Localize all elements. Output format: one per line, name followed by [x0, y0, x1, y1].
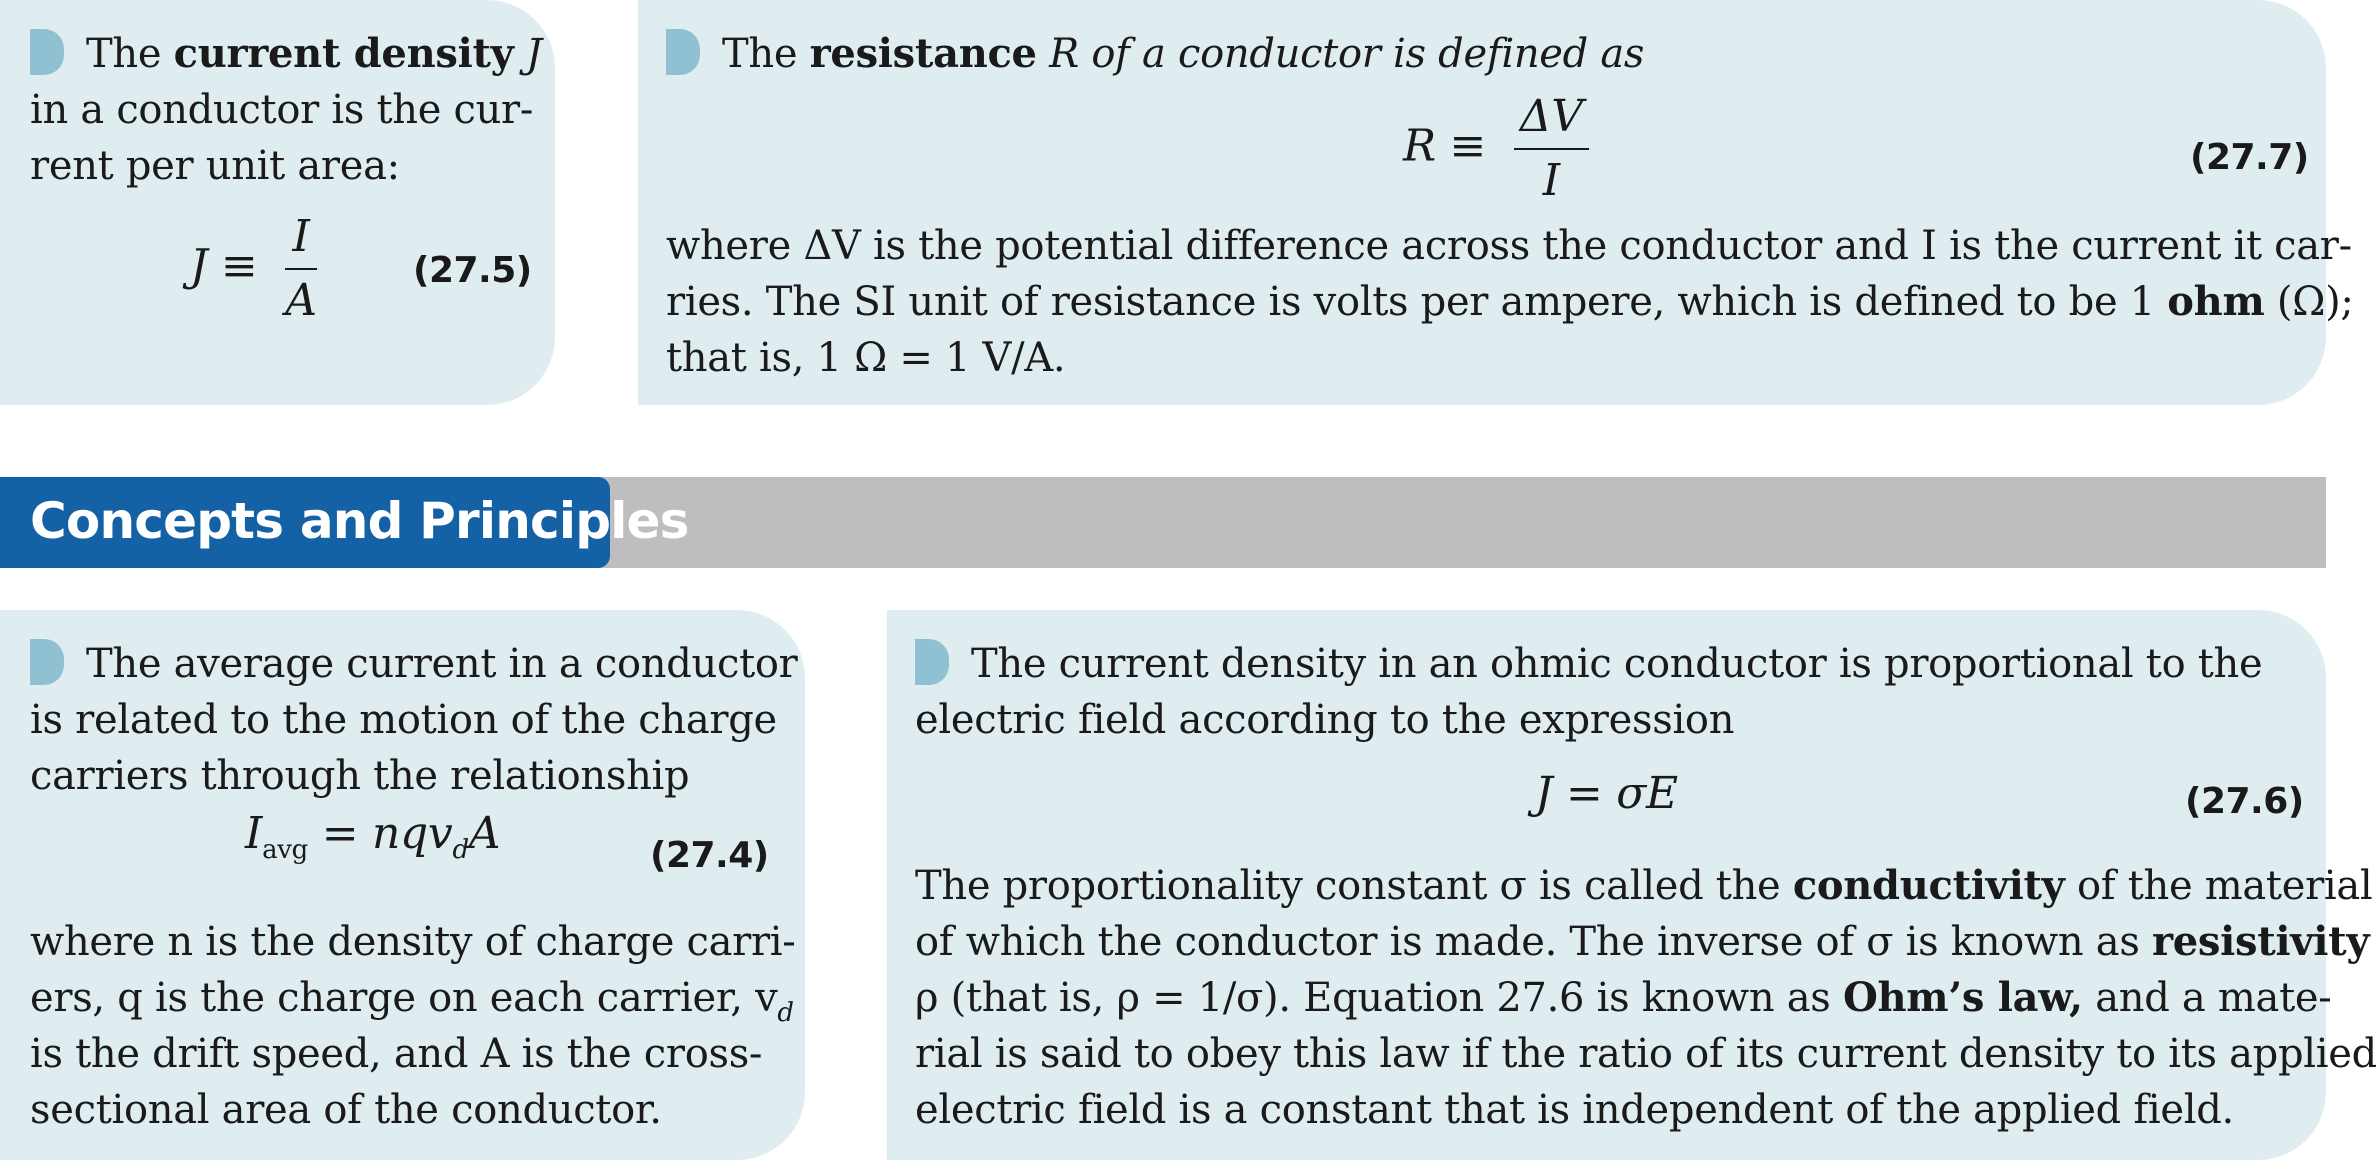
equation-27-4: $I_{avg} = nqv_dA$	[245, 808, 501, 865]
average-current-line6: is the drift speed, and A is the cross-	[30, 1031, 763, 1077]
average-current-line2: is related to the motion of the charge	[30, 697, 777, 743]
section-heading: Concepts and Principles	[30, 492, 689, 550]
resistance-line1: The resistance R of a conductor is defined as	[666, 26, 1644, 82]
equation-number-27-5: (27.5)	[413, 250, 532, 291]
section-marker-icon	[666, 29, 700, 75]
ohms-law-line4: of which the conductor is made. The inverse of σ is known as resistivity	[915, 918, 2370, 965]
average-current-line5: ers, q is the charge on each carrier, $v_d$	[30, 975, 794, 1028]
resistance-line2: where ΔV is the potential difference across the conductor and I is the current it car-	[666, 223, 2352, 269]
term-resistance: resistance	[809, 30, 1037, 77]
term-current-density: current density	[173, 30, 514, 77]
section-marker-icon	[30, 29, 64, 75]
equation-number-27-7: (27.7)	[2190, 137, 2309, 178]
average-current-line7: sectional area of the conductor.	[30, 1087, 662, 1133]
average-current-box	[0, 610, 805, 1160]
average-current-line4: where n is the density of charge carri-	[30, 919, 796, 965]
ohms-law-box	[887, 610, 2377, 1160]
term-ohms-law: Ohm’s law,	[1842, 974, 2083, 1021]
resistance-box	[638, 0, 2354, 405]
term-ohm: ohm	[2167, 278, 2265, 325]
ohms-law-line7: electric field is a constant that is independent of the applied field.	[915, 1087, 2234, 1133]
current-density-box	[0, 0, 555, 405]
average-current-line1: The average current in a conductor	[30, 636, 797, 692]
term-conductivity: conductivity	[1792, 862, 2065, 909]
ohms-law-line2: electric field according to the expression	[915, 697, 1735, 743]
resistance-line3: ries. The SI unit of resistance is volts per ampere, which is defined to be 1 ohm (Ω);	[666, 278, 2354, 325]
section-marker-icon	[915, 639, 949, 685]
equation-27-5: J ≡ $\frac{I}{A}$	[190, 211, 317, 326]
equation-27-6: J = σE	[1535, 768, 1678, 819]
current-density-line3: rent per unit area:	[30, 143, 400, 189]
equation-number-27-4: (27.4)	[650, 835, 769, 876]
average-current-line3: carriers through the relationship	[30, 753, 690, 799]
equation-27-7: R ≡ $\frac{\Delta V}{I}$	[1403, 92, 1589, 206]
resistance-line4: that is, 1 Ω = 1 V/A.	[666, 335, 1066, 381]
current-density-line1: The current density J	[30, 26, 542, 82]
ohms-law-line3: The proportionality constant σ is called the conductivity of the material	[915, 862, 2373, 909]
section-marker-icon	[30, 639, 64, 685]
current-density-line2: in a conductor is the cur-	[30, 87, 534, 133]
ohms-law-line6: rial is said to obey this law if the ratio of its current density to its applied	[915, 1031, 2377, 1077]
ohms-law-line1: The current density in an ohmic conductor is proportional to the	[915, 636, 2262, 692]
ohms-law-line5: ρ (that is, ρ = 1/σ). Equation 27.6 is known as Ohm’s law, and a mate-	[915, 974, 2332, 1021]
term-resistivity: resistivity	[2151, 918, 2370, 965]
equation-number-27-6: (27.6)	[2185, 781, 2304, 822]
